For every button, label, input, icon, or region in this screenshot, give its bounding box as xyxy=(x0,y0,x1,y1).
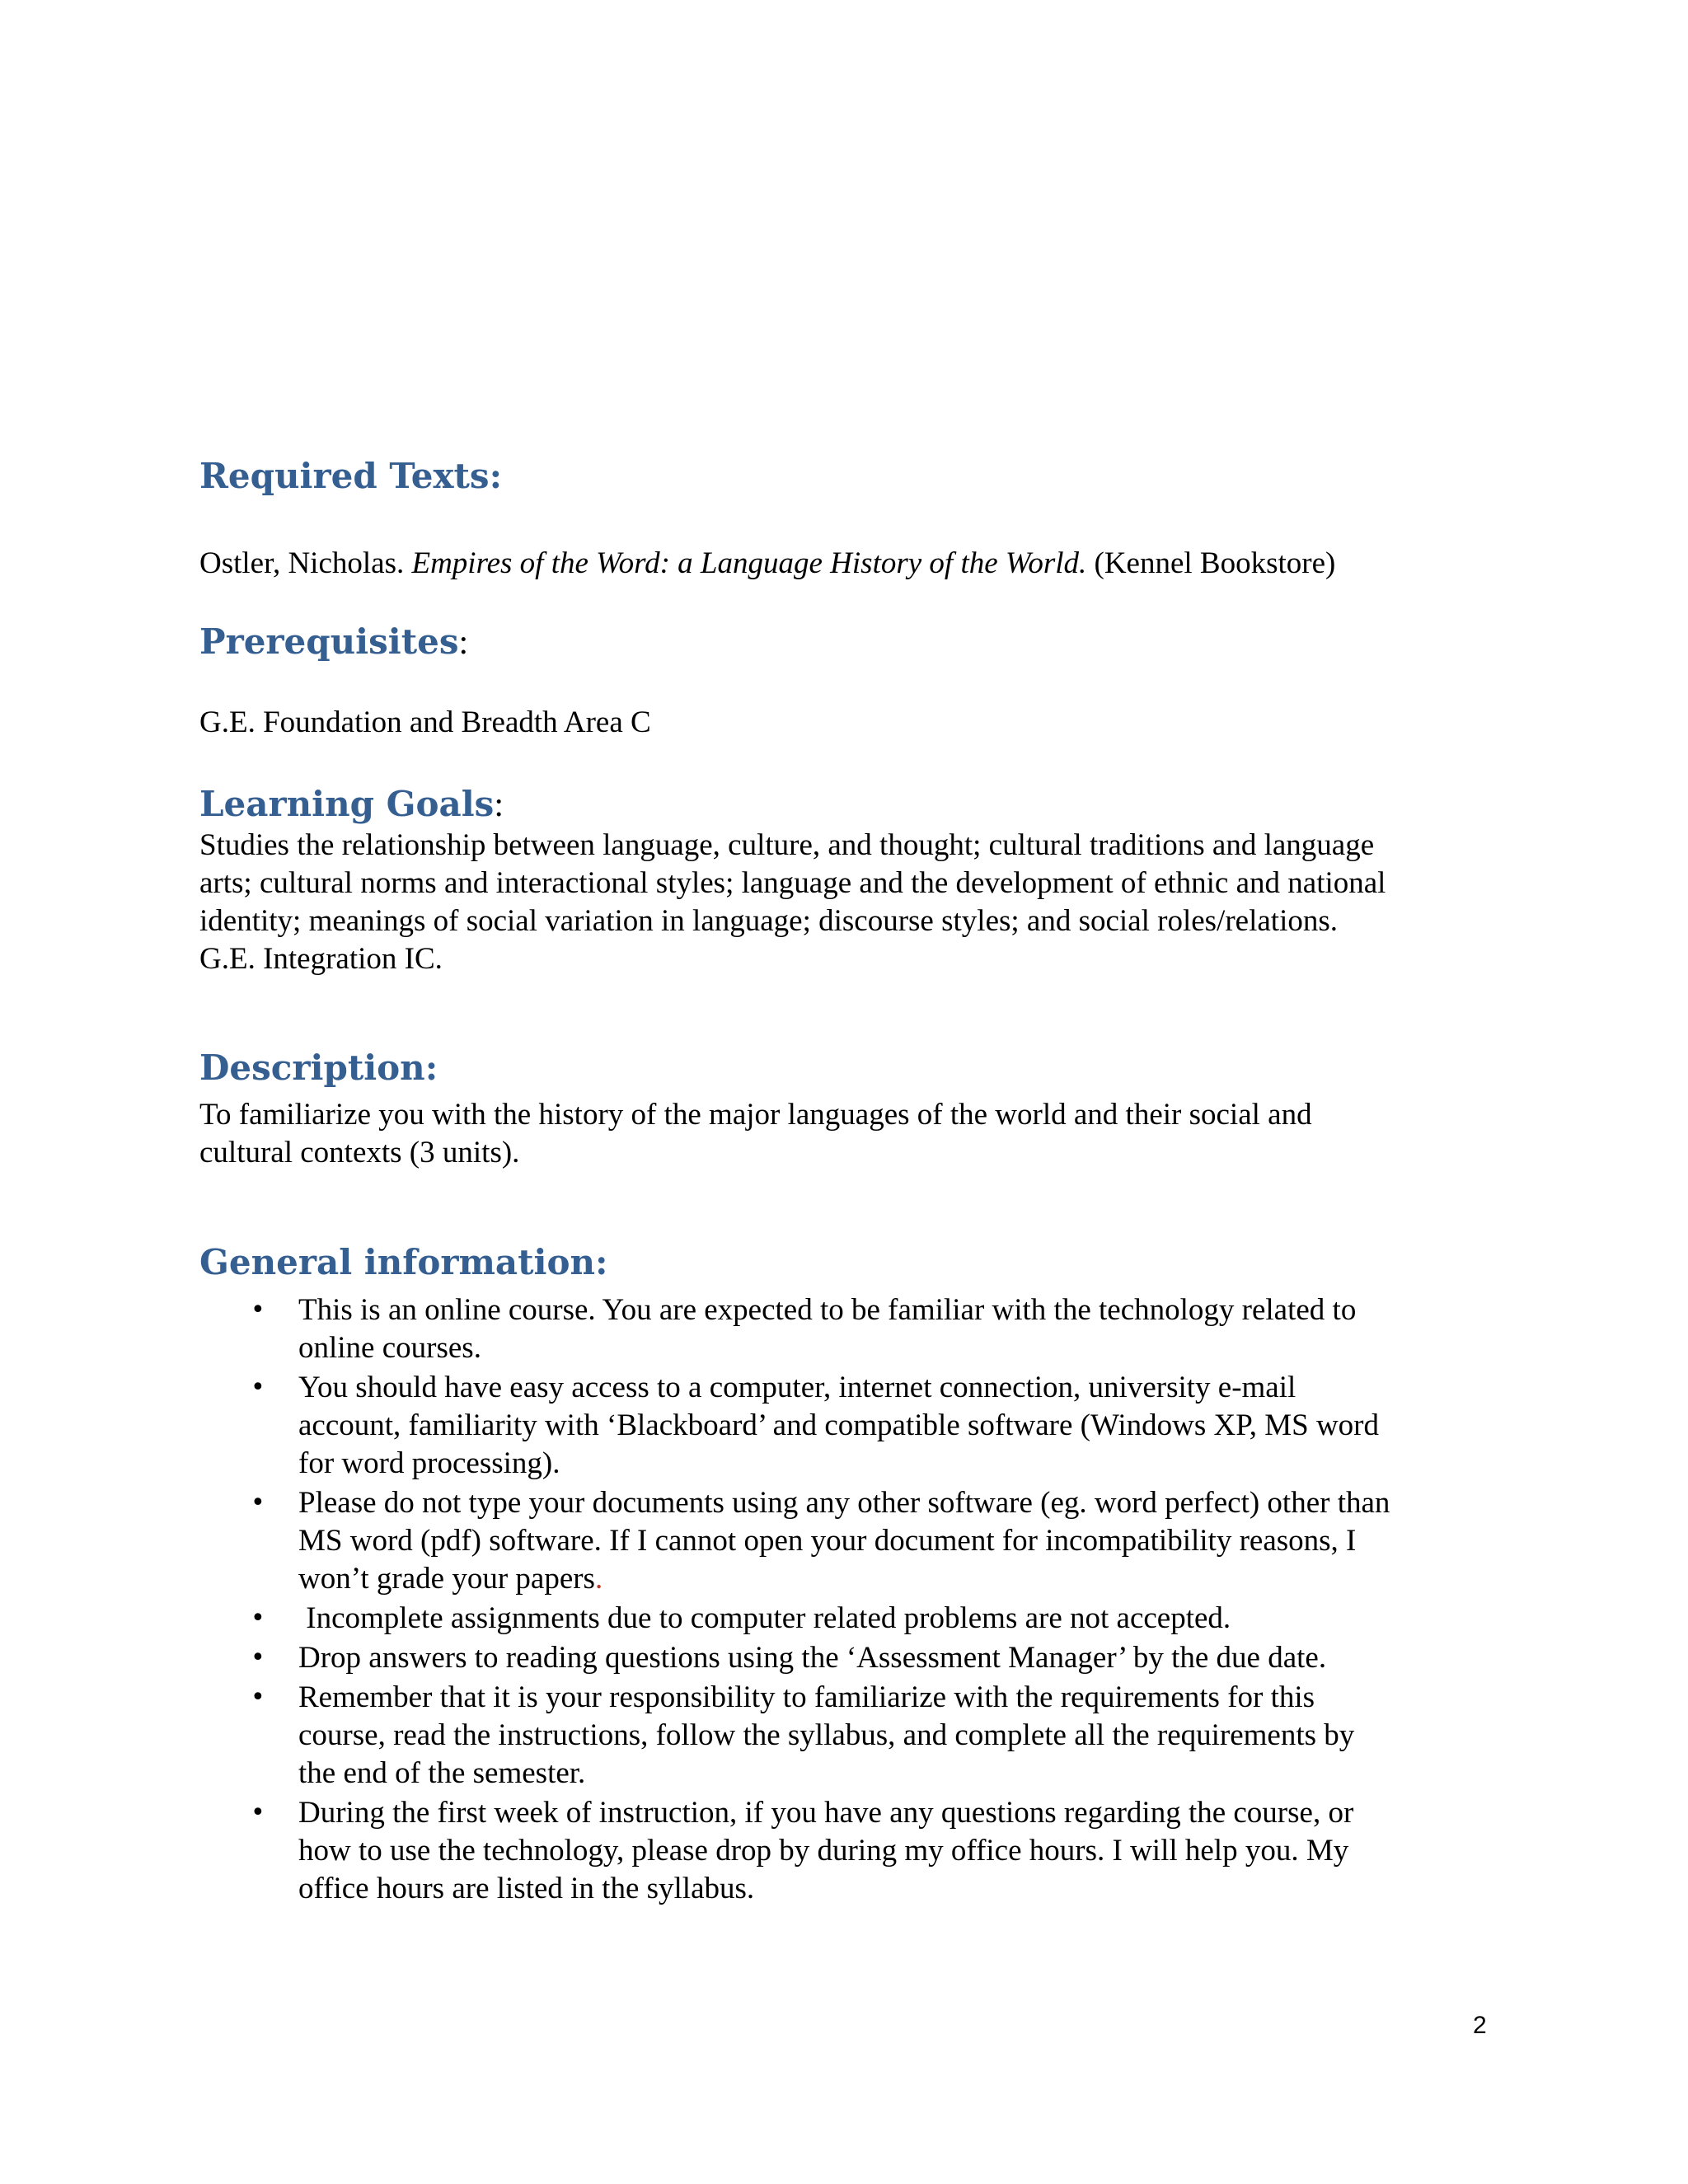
list-item-line: Incomplete assignments due to computer related problems are not accepted. xyxy=(298,1601,1231,1635)
list-item-line: account, familiarity with ‘Blackboard’ and compatible software (Windows XP, MS word xyxy=(298,1408,1380,1442)
list-item-line: the end of the semester. xyxy=(298,1756,586,1790)
list-item-line: course, read the instructions, follow the syllabus, and complete all the requirements by xyxy=(298,1718,1355,1752)
general-information-heading xyxy=(199,1241,608,1284)
required-text-citation xyxy=(199,545,1335,583)
learning-goals-heading-label: Learning Goals xyxy=(199,784,495,824)
list-item xyxy=(199,1369,1518,1483)
prerequisites-heading xyxy=(199,621,468,664)
list-item-line xyxy=(298,1560,1518,1598)
citation-author: Ostler, Nicholas. xyxy=(199,546,405,580)
list-item xyxy=(199,1291,1518,1367)
general-information-heading-label: General information xyxy=(199,1242,596,1282)
list-item xyxy=(199,1794,1518,1908)
list-item xyxy=(199,1600,1518,1638)
learning-goals-heading xyxy=(199,783,504,827)
learning-goals-line: identity; meanings of social variation in language; discourse styles; and social roles/relations. xyxy=(199,904,1338,938)
list-item-line: Remember that it is your responsibility to familiarize with the requirements for this xyxy=(298,1680,1315,1714)
bullet-icon: • xyxy=(251,1373,265,1402)
required-texts-heading-label: Required Texts xyxy=(199,456,490,496)
required-texts-heading-colon: : xyxy=(489,456,503,496)
learning-goals-heading-colon: : xyxy=(494,786,504,824)
list-item-line: office hours are listed in the syllabus. xyxy=(298,1872,755,1905)
bullet-icon: • xyxy=(251,1798,265,1827)
bullet-icon: • xyxy=(251,1488,265,1517)
list-item-line: You should have easy access to a computer, internet connection, university e-mail xyxy=(298,1371,1296,1404)
citation-source: (Kennel Bookstore) xyxy=(1094,546,1336,580)
description-heading-colon: : xyxy=(424,1047,438,1088)
page-number: 2 xyxy=(1473,2012,1487,2039)
description-line: To familiarize you with the history of the major languages of the world and their social and xyxy=(199,1098,1312,1132)
list-item-line: This is an online course. You are expected to be familiar with the technology related to xyxy=(298,1293,1357,1327)
learning-goals-line: arts; cultural norms and interactional styles; language and the development of ethnic and national xyxy=(199,866,1386,900)
list-item-text: won’t grade your papers xyxy=(298,1562,595,1596)
learning-goals-line: G.E. Integration IC. xyxy=(199,942,443,976)
list-item xyxy=(199,1639,1518,1677)
trailing-dot: . xyxy=(594,1562,603,1596)
list-item-line: how to use the technology, please drop by during my office hours. I will help you. My xyxy=(298,1834,1349,1868)
bullet-icon: • xyxy=(251,1604,265,1633)
bullet-icon: • xyxy=(251,1296,265,1324)
list-item xyxy=(199,1484,1518,1598)
learning-goals-paragraph xyxy=(199,827,1386,978)
general-information-list xyxy=(199,1291,1518,1908)
list-item-line: MS word (pdf) software. If I cannot open your document for incompatibility reasons, I xyxy=(298,1524,1357,1558)
description-line: cultural contexts (3 units). xyxy=(199,1136,520,1169)
list-item-line: During the first week of instruction, if you have any questions regarding the course, or xyxy=(298,1796,1354,1830)
prerequisites-heading-colon: : xyxy=(458,624,469,662)
list-item-line: for word processing). xyxy=(298,1446,560,1480)
citation-book-title: Empires of the Word: a Language History of the World. xyxy=(411,546,1087,580)
prerequisites-text: G.E. Foundation and Breadth Area C xyxy=(199,705,651,739)
learning-goals-line: Studies the relationship between language, culture, and thought; cultural traditions and language xyxy=(199,828,1375,862)
general-information-heading-colon: : xyxy=(595,1242,608,1282)
description-paragraph xyxy=(199,1096,1312,1172)
list-item-line: online courses. xyxy=(298,1331,481,1365)
required-texts-heading xyxy=(199,455,502,498)
bullet-icon: • xyxy=(251,1683,265,1712)
list-item xyxy=(199,1679,1518,1793)
prerequisites-heading-label: Prerequisites xyxy=(199,621,459,662)
description-heading-label: Description xyxy=(199,1047,425,1088)
bullet-icon: • xyxy=(251,1643,265,1672)
list-item-line: Drop answers to reading questions using the ‘Assessment Manager’ by the due date. xyxy=(298,1641,1327,1675)
list-item-line: Please do not type your documents using any other software (eg. word perfect) other than xyxy=(298,1486,1390,1520)
description-heading xyxy=(199,1047,438,1090)
